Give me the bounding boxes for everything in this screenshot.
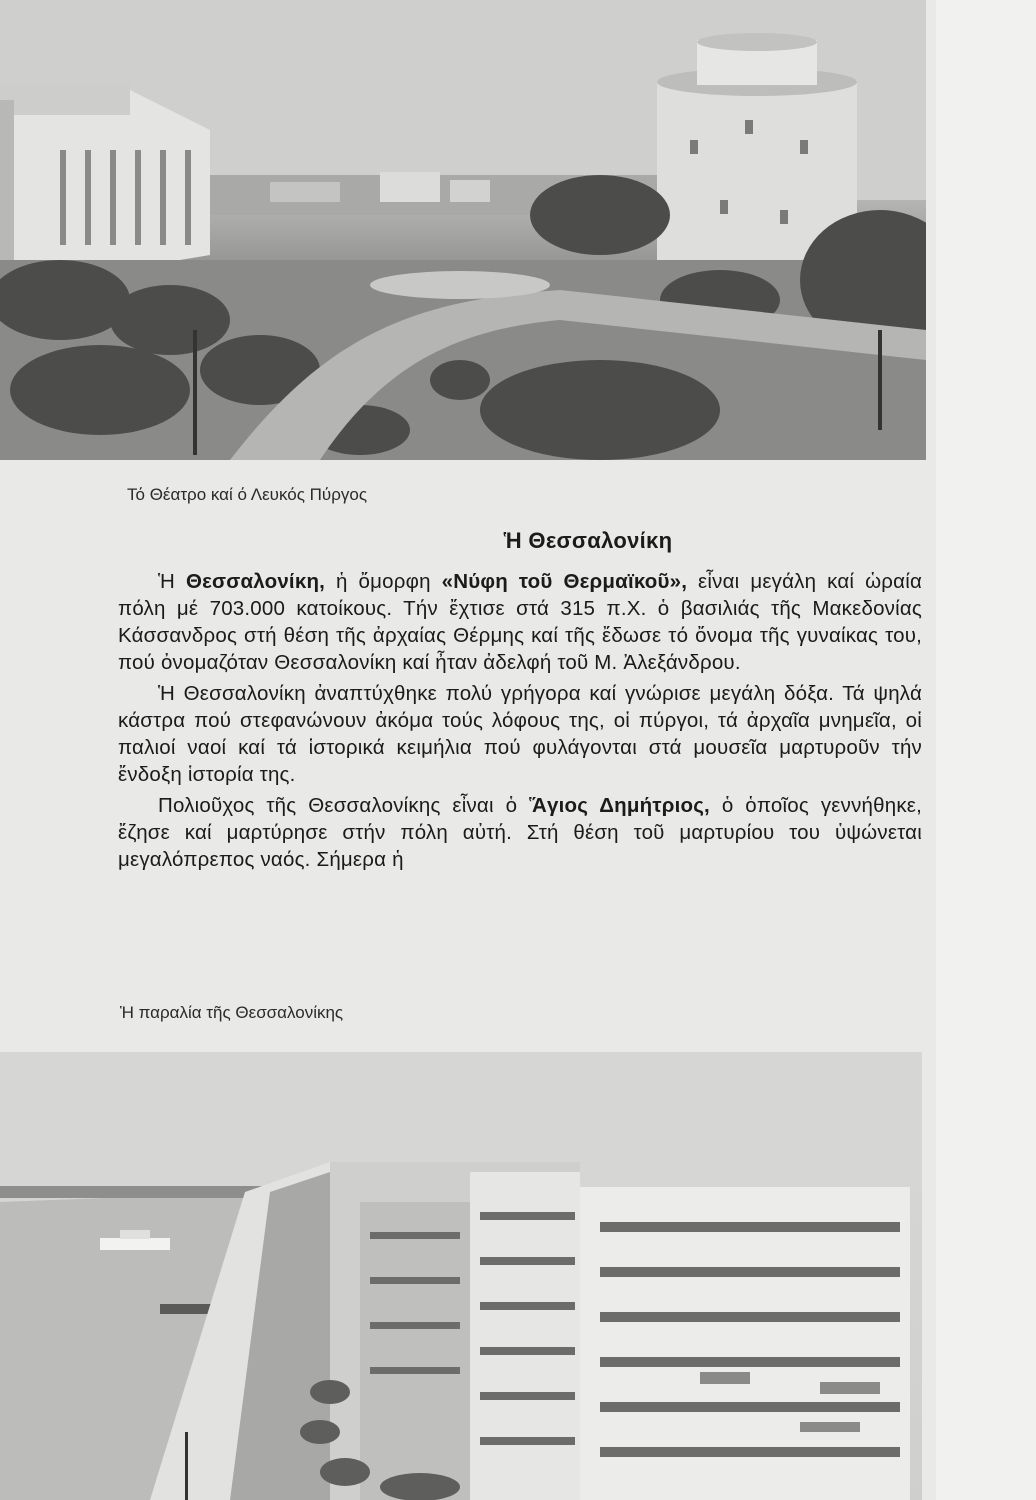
article-body (118, 568, 922, 873)
photo-theatre-white-tower (0, 0, 926, 460)
photo-caption-top: Τό Θέατρο καί ό Λευκός Πύργος (127, 485, 368, 504)
page-title: Ἡ Θεσσαλονίκη (503, 528, 673, 553)
bold-nyfi-thermaikou: «Νύφη τοῦ Θερμαϊκοῦ», (441, 570, 688, 593)
photo-waterfront (0, 1052, 922, 1500)
bold-thessaloniki: Θεσσαλονίκη, (185, 570, 326, 593)
paragraph-3: Πολιοῦχος τῆς Θεσσαλονίκης εἶναι ὁ Ἅγιος Δημήτριος, ὁ ὁποῖος γεννήθηκε, ἔζησε καί μαρτύρησε στήν πόλη αὐτή. Στή θέση τοῦ μαρτυρίου του ὑψώνεται μεγαλόπρεπος ναός. Σήμερα ἡ (118, 794, 923, 871)
photo-caption-bottom: Ἡ παραλία τῆς Θεσσαλονίκης (120, 1003, 344, 1022)
page-margin (936, 0, 1036, 1500)
bold-agios-dimitrios: Ἅγιος Δημήτριος, (529, 794, 710, 817)
paragraph-1: Ἡ Θεσσαλονίκη, ἡ ὄμορφη «Νύφη τοῦ Θερμαϊκοῦ», εἶναι μεγάλη καί ὡραία πόλη μέ 703.000 κατοίκους. Τήν ἔχτισε στά 315 π.Χ. ὁ βασιλιάς τῆς Μακεδονίας Κάσσανδρος στή θέση τῆς ἀρχαίας Θέρμης καί τῆς ἔδωσε τό ὄνομα τῆς γυναίκας του, πού ὀνομαζόταν Θεσσαλονίκη καί ἦταν ἀδελφή τοῦ Μ. Ἀλεξάνδρου. (118, 570, 923, 674)
paragraph-2: Ἡ Θεσσαλονίκη ἀναπτύχθηκε πολύ γρήγορα καί γνώρισε μεγάλη δόξα. Τά ψηλά κάστρα πού στεφανώνουν ἀκόμα τούς λόφους της, οἱ πύργοι, τά ἀρχαῖα μνημεῖα, οἱ παλιοί ναοί καί τά ἱστορικά κειμήλια πού φυλάγονται στά μουσεῖα μαρτυροῦν τήν ἔνδοξη ἱστορία της. (118, 682, 922, 786)
